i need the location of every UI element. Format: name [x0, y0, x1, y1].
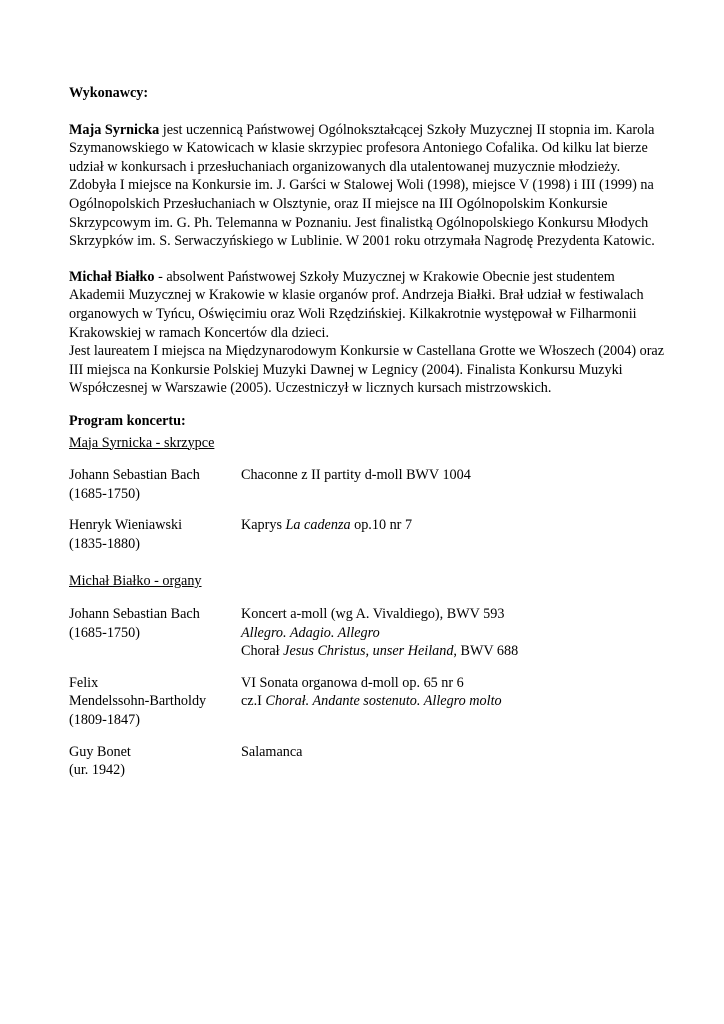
- piece-title: [241, 516, 669, 535]
- piece-title: [241, 642, 669, 661]
- bio-michal-bialko-awards: Jest laureatem I miejsca na Międzynarodowym Konkursie w Castellana Grotte we Włoszech (2004) oraz III miejsca na Konkursie Polskiej Muzyki Dawnej w Legnicy (2004). Finalista Konkursu Muzyki Współczesnej w Warszawie (2005). Uczestniczył w licznych kursach mistrzowskich.: [69, 343, 665, 397]
- composer-first-name: Felix: [69, 674, 99, 691]
- document-page: [69, 84, 669, 793]
- program-heading: Program koncertu:: [69, 412, 186, 429]
- piece-title-part: Kaprys: [241, 517, 286, 534]
- performer-label: Michał Białko - organy: [69, 573, 202, 590]
- piece-title-part: , BWV 688: [453, 643, 519, 660]
- bio-michal-bialko: [69, 268, 669, 342]
- performers-heading: Wykonawcy:: [69, 85, 149, 101]
- composer-name: Henryk Wieniawski: [69, 517, 183, 534]
- composer-dates: (1809-1847): [69, 712, 140, 729]
- program-item: [69, 466, 669, 503]
- composer-dates: (1685-1750): [69, 624, 140, 641]
- composer-name: Johann Sebastian Bach: [69, 467, 200, 484]
- piece-movements: [241, 692, 669, 711]
- composer: [69, 674, 241, 730]
- piece-movements: Allegro. Adagio. Allegro: [241, 624, 380, 641]
- bio-text: jest uczennicą Państwowej Ogólnokształcącej Szkoły Muzycznej II stopnia im. Karola Szymanowskiego w Katowicach w klasie skrzypiec profesora Antoniego Cofalika. Od kilku lat bierze udział w konkursach i przesłuchaniach organizowanych dla utalentowanej muzycznie młodzieży. Zdobyła I miejsce na Konkursie im. J. Garści w Stalowej Woli (1998), miejsce V (1998) i III (1999) na Ogólnopolskich Przesłuchaniach w Olsztynie, oraz II miejsce na III Ogólnopolskim Konkursie Skrzypcowym im. G. Ph. Telemanna w Poznaniu. Jest finalistką Ogólnopolskiego Konkursu Młodych Skrzypków im. S. Serwaczyńskiego w Lublinie. W 2001 roku otrzymała Nagrodę Prezydenta Katowic.: [69, 121, 655, 250]
- composer-last-name: Mendelssohn-Bartholdy: [69, 693, 207, 710]
- bio-name: Michał Białko: [69, 268, 155, 285]
- composer-name: Johann Sebastian Bach: [69, 606, 200, 623]
- bio-name: Maja Syrnicka: [69, 121, 160, 138]
- piece-title-part: cz.I: [241, 693, 266, 710]
- piece: [241, 605, 669, 661]
- program-item: [69, 516, 669, 553]
- piece-title-italic: Jesus Christus, unser Heiland: [283, 643, 454, 660]
- piece: [241, 743, 669, 780]
- composer: [69, 605, 241, 661]
- composer-name: Guy Bonet: [69, 743, 131, 760]
- piece: [241, 674, 669, 730]
- composer-dates: (1685-1750): [69, 485, 140, 502]
- program-item: [69, 605, 669, 661]
- performer-label: Maja Syrnicka - skrzypce: [69, 434, 215, 451]
- bio-text: - absolwent Państwowej Szkoły Muzycznej w Krakowie Obecnie jest studentem Akademii Muzycznej w Krakowie w klasie organów prof. Andrzeja Białki. Brał udział w festiwalach organowych w Tyńcu, Oświęcimiu oraz Woli Rzędzińskiej. Kilkakrotnie występował w Filharmonii Krakowskiej w ramach Koncertów dla dzieci.: [69, 268, 644, 341]
- piece-title: Chaconne z II partity d-moll BWV 1004: [241, 467, 471, 484]
- piece-title: Koncert a-moll (wg A. Vivaldiego), BWV 593: [241, 606, 505, 623]
- bio-maja-syrnicka: [69, 121, 669, 251]
- composer: [69, 516, 241, 553]
- piece-title-italic: Chorał. Andante sostenuto. Allegro molto: [265, 693, 502, 710]
- composer-dates: (ur. 1942): [69, 762, 125, 779]
- program-item: [69, 674, 669, 730]
- composer-dates: (1835-1880): [69, 535, 140, 552]
- piece-title: Salamanca: [241, 743, 303, 760]
- piece: [241, 466, 669, 503]
- composer: [69, 466, 241, 503]
- piece-title-italic: La cadenza: [285, 517, 351, 534]
- piece: [241, 516, 669, 553]
- piece-title-part: op.10 nr 7: [350, 517, 413, 534]
- program-item: [69, 743, 669, 780]
- piece-title-part: Chorał: [241, 643, 284, 660]
- composer: [69, 743, 241, 780]
- piece-title: VI Sonata organowa d-moll op. 65 nr 6: [241, 674, 464, 691]
